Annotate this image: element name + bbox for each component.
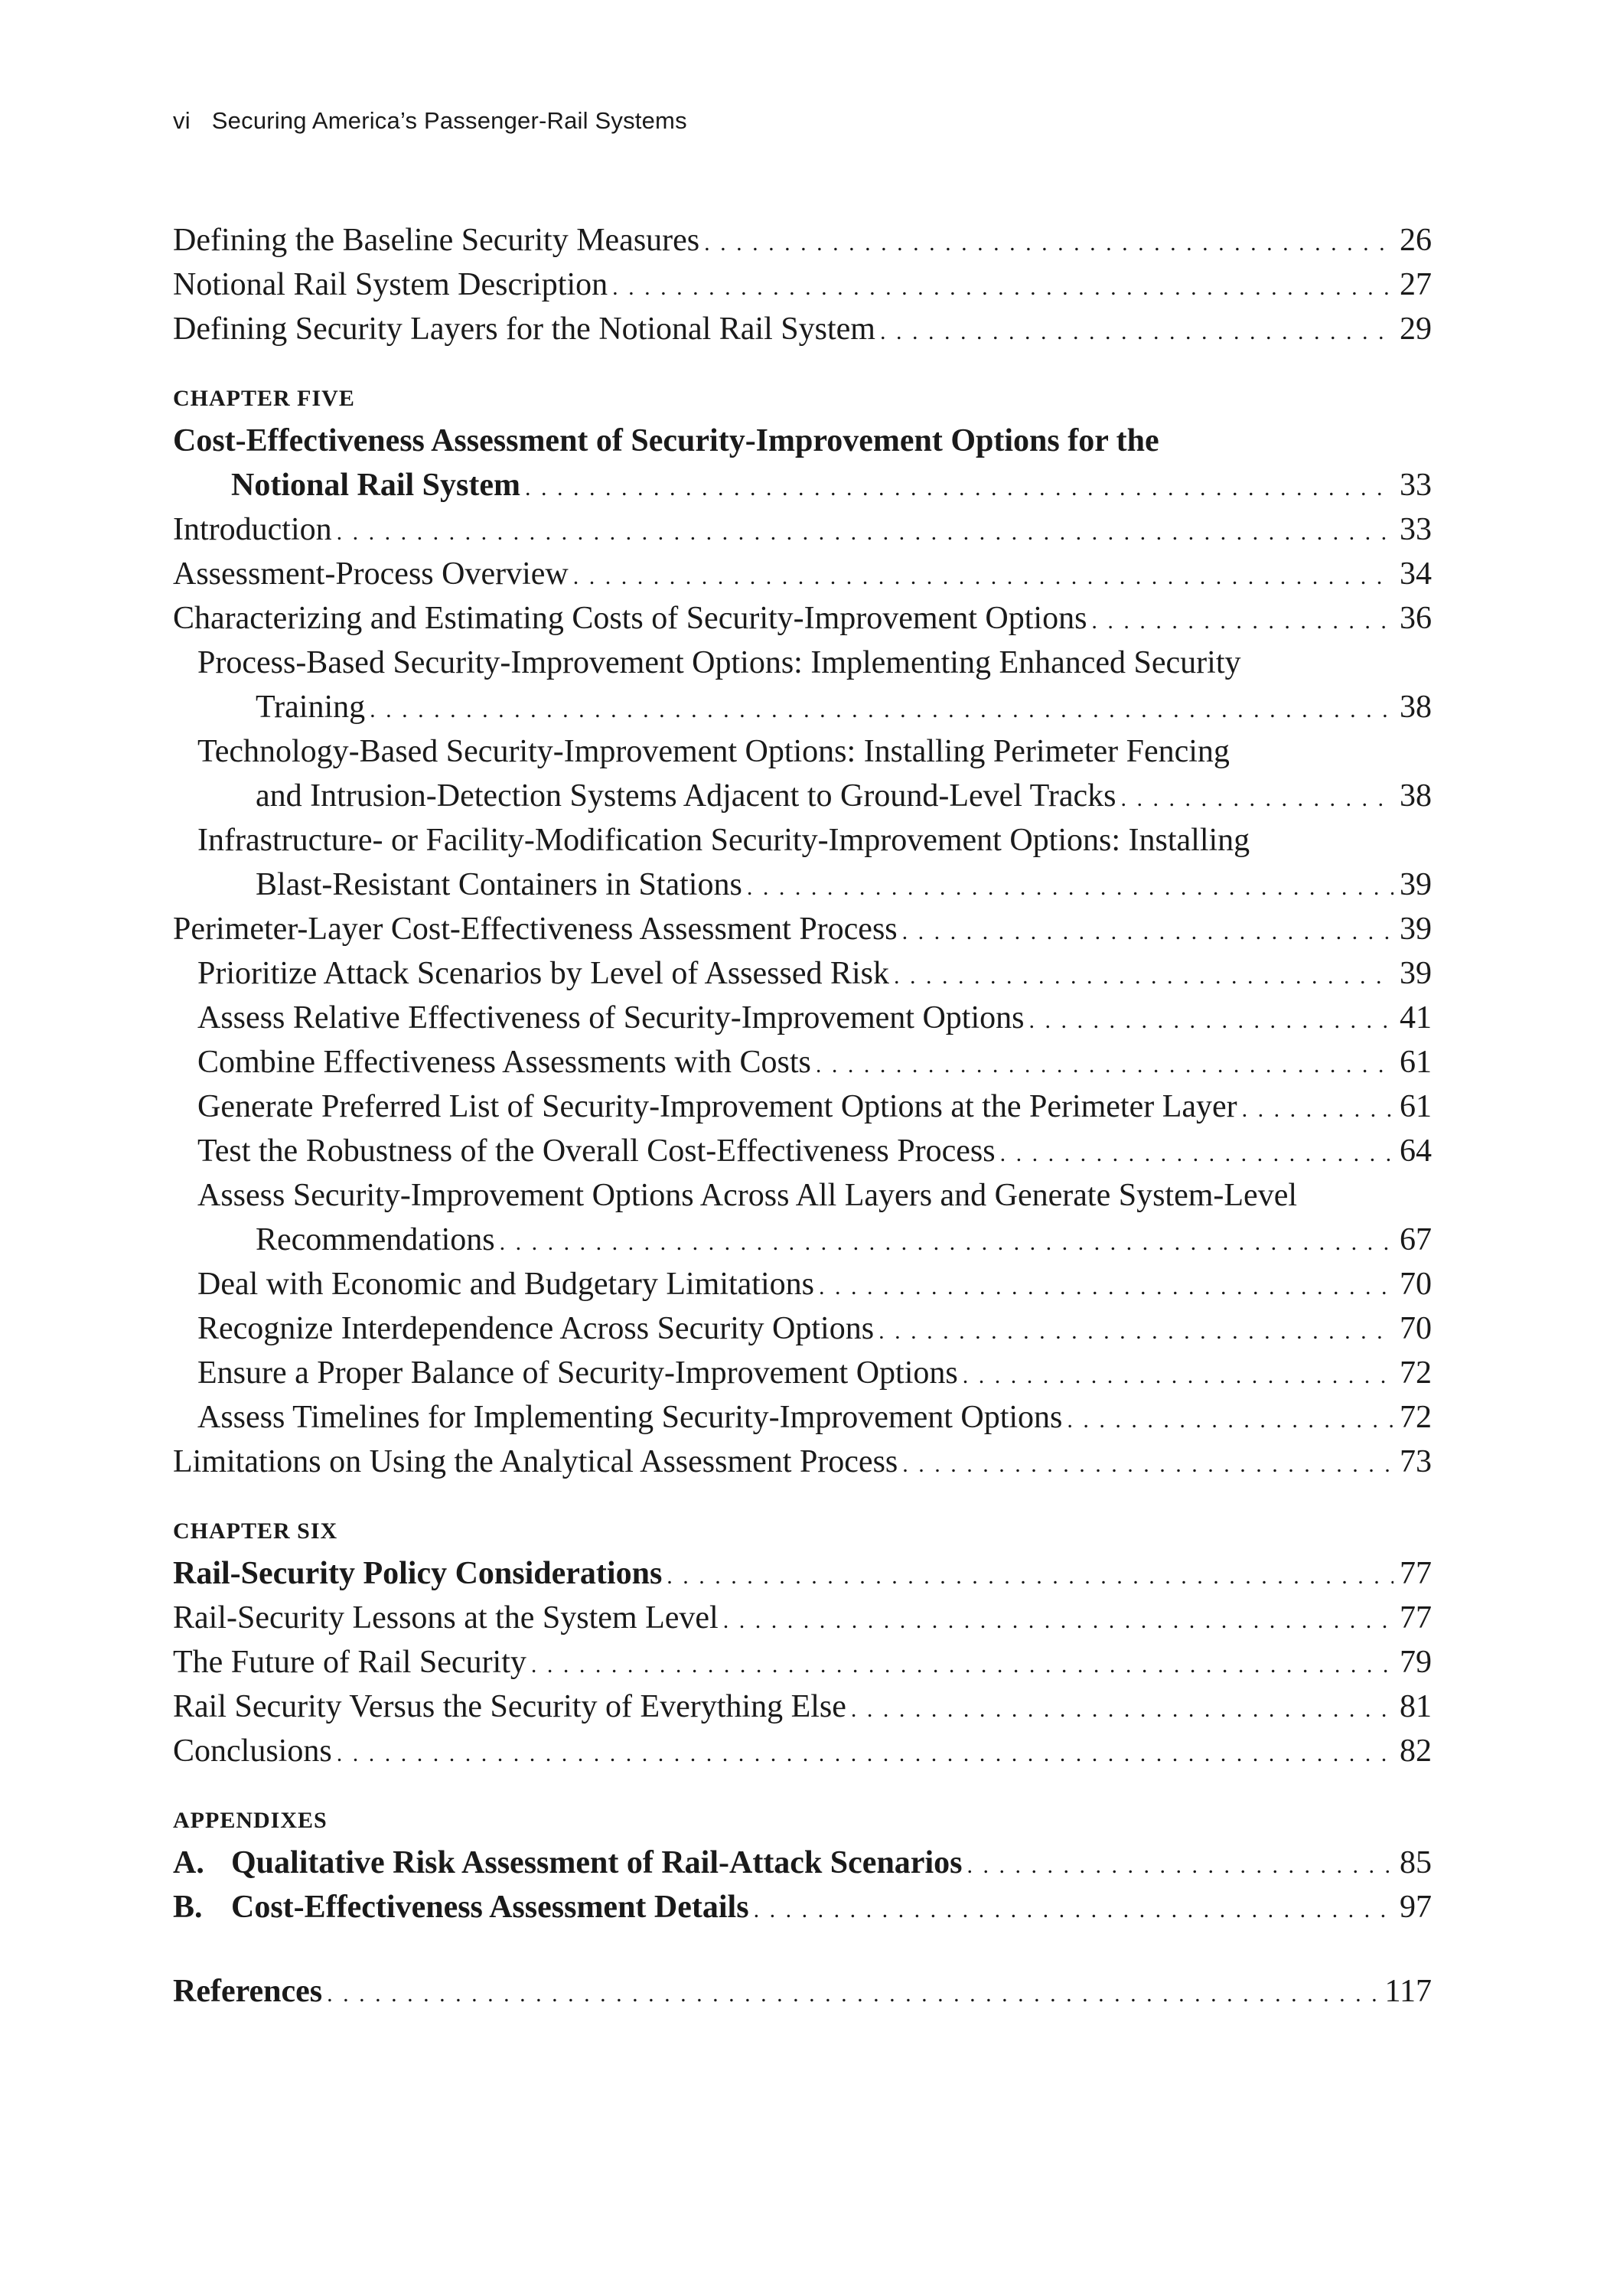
toc-entry-title	[173, 1841, 962, 1885]
toc-entry-title: Assess Timelines for Implementing Security-Improvement Options	[197, 1400, 1063, 1435]
dot-leader	[525, 466, 1393, 510]
toc-entry-page: 39	[1400, 867, 1432, 902]
toc-entry-title: Rail Security Versus the Security of Everything Else	[173, 1689, 846, 1724]
chapter-five-title-line1[interactable]: Cost-Effectiveness Assessment of Security-Improvement Options for the	[173, 423, 1159, 458]
dot-leader	[894, 954, 1393, 999]
dot-leader	[704, 221, 1393, 266]
dot-leader	[1120, 777, 1393, 821]
toc-entry-conclusions[interactable]	[173, 1729, 1432, 1773]
toc-entry-prioritize-attack[interactable]	[173, 951, 1432, 996]
toc-entry-title: Notional Rail System Description	[173, 267, 608, 302]
toc-entry-combine-effectiveness[interactable]	[173, 1040, 1432, 1084]
toc-entry-perimeter-layer[interactable]	[173, 907, 1432, 951]
toc-entry-title: Ensure a Proper Balance of Security-Improvement Options	[197, 1355, 958, 1391]
dot-leader	[816, 1043, 1393, 1088]
dot-leader	[851, 1688, 1393, 1732]
toc-entry-assess-relative[interactable]	[173, 996, 1432, 1040]
toc-entry-title: Assess Relative Effectiveness of Security-Improvement Options	[197, 1000, 1025, 1035]
dot-leader	[337, 510, 1393, 555]
dot-leader	[878, 1309, 1393, 1354]
appendix-letter: A.	[173, 1845, 204, 1880]
toc-entry-page: 82	[1400, 1733, 1432, 1769]
toc-entry-economic-limitations[interactable]	[173, 1262, 1432, 1306]
toc-entry-page: 67	[1400, 1222, 1432, 1257]
toc-entry-title: Combine Effectiveness Assessments with Costs	[197, 1045, 811, 1080]
page-folio: vi	[173, 107, 191, 134]
toc-entry-page: 85	[1400, 1845, 1432, 1880]
toc-entry-proper-balance[interactable]	[173, 1351, 1432, 1395]
toc-entry-title: Limitations on Using the Analytical Assessment Process	[173, 1444, 898, 1479]
dot-leader	[880, 310, 1393, 354]
running-title: Securing America’s Passenger-Rail Systems	[211, 107, 687, 134]
toc-entry-title: and Intrusion-Detection Systems Adjacent to Ground-Level Tracks	[256, 778, 1116, 814]
toc-appendix-b[interactable]	[173, 1885, 1432, 1929]
dot-leader	[902, 910, 1393, 954]
toc-entry-page: 64	[1400, 1133, 1432, 1169]
toc-entry-title: Training	[256, 690, 366, 725]
dot-leader	[370, 688, 1393, 732]
toc-entry-infrastructure-line1[interactable]: Infrastructure- or Facility-Modification Security-Improvement Options: Installing	[197, 823, 1250, 858]
toc-entry-infrastructure-line2[interactable]	[173, 863, 1432, 907]
toc-entry-title: Notional Rail System	[231, 468, 520, 503]
toc-entry-page: 81	[1400, 1689, 1432, 1724]
dot-leader	[966, 1844, 1393, 1888]
toc-entry-test-robustness[interactable]	[173, 1129, 1432, 1173]
toc-entry-page: 38	[1400, 690, 1432, 725]
toc-entry-page: 36	[1400, 601, 1432, 636]
dot-leader	[1091, 599, 1393, 644]
toc-references[interactable]	[173, 1969, 1432, 2014]
toc-entry-page: 34	[1400, 556, 1432, 592]
dot-leader	[327, 1972, 1378, 2017]
appendix-letter: B.	[173, 1890, 203, 1925]
toc-entry-characterizing-costs[interactable]	[173, 596, 1432, 641]
toc-entry-assess-all-layers-line2[interactable]	[173, 1218, 1432, 1262]
toc-entry-title: References	[173, 1974, 323, 2009]
toc-entry-page: 39	[1400, 912, 1432, 947]
toc-entry-page: 72	[1400, 1400, 1432, 1435]
toc-entry-title: Rail-Security Lessons at the System Level	[173, 1600, 719, 1636]
dot-leader	[1067, 1398, 1393, 1443]
toc-entry-page: 77	[1400, 1600, 1432, 1636]
toc-entry-process-based-line2[interactable]	[173, 685, 1432, 729]
toc-entry-page: 97	[1400, 1890, 1432, 1925]
toc-entry-title: Defining Security Layers for the Notional Rail System	[173, 311, 875, 347]
toc-entry-page: 61	[1400, 1045, 1432, 1080]
toc-entry-title: Recommendations	[256, 1222, 495, 1257]
toc-entry-assess-all-layers-line1[interactable]: Assess Security-Improvement Options Across All Layers and Generate System-Level	[197, 1178, 1298, 1213]
chapter-five-label: CHAPTER FIVE	[173, 386, 355, 411]
dot-leader	[612, 266, 1393, 310]
appendixes-label: APPENDIXES	[173, 1808, 328, 1833]
dot-leader	[1028, 999, 1393, 1043]
toc-entry-title: Deal with Economic and Budgetary Limitations	[197, 1267, 814, 1302]
toc-entry-defining-layers[interactable]	[173, 307, 1432, 351]
running-head	[173, 107, 687, 135]
dot-leader	[902, 1443, 1393, 1487]
toc-entry-page: 38	[1400, 778, 1432, 814]
toc-entry-title: Introduction	[173, 512, 332, 547]
dot-leader	[531, 1643, 1393, 1688]
toc-entry-title: Defining the Baseline Security Measures	[173, 223, 700, 258]
toc-entry-process-based-line1[interactable]: Process-Based Security-Improvement Options: Implementing Enhanced Security	[197, 645, 1241, 680]
toc-entry-title: The Future of Rail Security	[173, 1645, 526, 1680]
toc-entry-page: 77	[1400, 1556, 1432, 1591]
toc-entry-page: 26	[1400, 223, 1432, 258]
dot-leader	[723, 1599, 1393, 1643]
toc-entry-future-rail-security[interactable]	[173, 1640, 1432, 1684]
dot-leader	[337, 1732, 1393, 1776]
dot-leader	[1000, 1132, 1393, 1176]
toc-appendix-a[interactable]	[173, 1841, 1432, 1885]
table-of-contents	[173, 218, 1432, 2014]
toc-entry-title: Generate Preferred List of Security-Improvement Options at the Perimeter Layer	[197, 1089, 1237, 1124]
toc-entry-assessment-overview[interactable]	[173, 552, 1432, 596]
toc-entry-title	[173, 1885, 749, 1929]
dot-leader	[747, 866, 1393, 910]
toc-entry-timelines[interactable]	[173, 1395, 1432, 1440]
toc-entry-page: 41	[1400, 1000, 1432, 1035]
appendix-title: Cost-Effectiveness Assessment Details	[231, 1890, 749, 1925]
toc-entry-page: 70	[1400, 1267, 1432, 1302]
toc-entry-introduction[interactable]	[173, 507, 1432, 552]
toc-entry-title: Conclusions	[173, 1733, 332, 1769]
toc-entry-title: Prioritize Attack Scenarios by Level of Assessed Risk	[197, 956, 890, 991]
toc-entry-technology-based-line1[interactable]: Technology-Based Security-Improvement Options: Installing Perimeter Fencing	[197, 734, 1230, 769]
chapter-six-label: CHAPTER SIX	[173, 1518, 338, 1544]
toc-entry-title: Recognize Interdependence Across Security Options	[197, 1311, 875, 1346]
toc-entry-title: Blast-Resistant Containers in Stations	[256, 867, 742, 902]
dot-leader	[1242, 1088, 1393, 1132]
toc-entry-page: 39	[1400, 956, 1432, 991]
toc-entry-title: Assessment-Process Overview	[173, 556, 569, 592]
toc-entry-page: 29	[1400, 311, 1432, 347]
toc-entry-notional-description[interactable]	[173, 263, 1432, 307]
toc-entry-page: 33	[1400, 468, 1432, 503]
toc-entry-page: 61	[1400, 1089, 1432, 1124]
toc-entry-title: Rail-Security Policy Considerations	[173, 1556, 663, 1591]
dot-leader	[754, 1888, 1393, 1932]
toc-entry-interdependence[interactable]	[173, 1306, 1432, 1351]
toc-entry-page: 27	[1400, 267, 1432, 302]
toc-entry-defining-baseline[interactable]	[173, 218, 1432, 263]
toc-entry-title: Characterizing and Estimating Costs of Security-Improvement Options	[173, 601, 1087, 636]
dot-leader	[963, 1354, 1393, 1398]
toc-entry-page: 73	[1400, 1444, 1432, 1479]
toc-entry-generate-preferred[interactable]	[173, 1084, 1432, 1129]
toc-entry-lessons-system-level[interactable]	[173, 1596, 1432, 1640]
dot-leader	[819, 1265, 1393, 1309]
toc-entry-page: 72	[1400, 1355, 1432, 1391]
toc-entry-technology-based-line2[interactable]	[173, 774, 1432, 818]
toc-entry-page: 70	[1400, 1311, 1432, 1346]
toc-entry-title: Test the Robustness of the Overall Cost-Effectiveness Process	[197, 1133, 996, 1169]
toc-entry-title: Perimeter-Layer Cost-Effectiveness Assessment Process	[173, 912, 898, 947]
toc-entry-page: 117	[1384, 1974, 1432, 2009]
toc-entry-rail-versus-everything[interactable]	[173, 1684, 1432, 1729]
toc-entry-limitations[interactable]	[173, 1440, 1432, 1484]
dot-leader	[573, 555, 1393, 599]
chapter-five-title-line2[interactable]	[173, 463, 1432, 507]
chapter-six-title[interactable]	[173, 1551, 1432, 1596]
dot-leader	[667, 1554, 1393, 1599]
toc-entry-page: 79	[1400, 1645, 1432, 1680]
appendix-title: Qualitative Risk Assessment of Rail-Attack Scenarios	[231, 1845, 963, 1880]
dot-leader	[500, 1221, 1393, 1265]
toc-entry-page: 33	[1400, 512, 1432, 547]
